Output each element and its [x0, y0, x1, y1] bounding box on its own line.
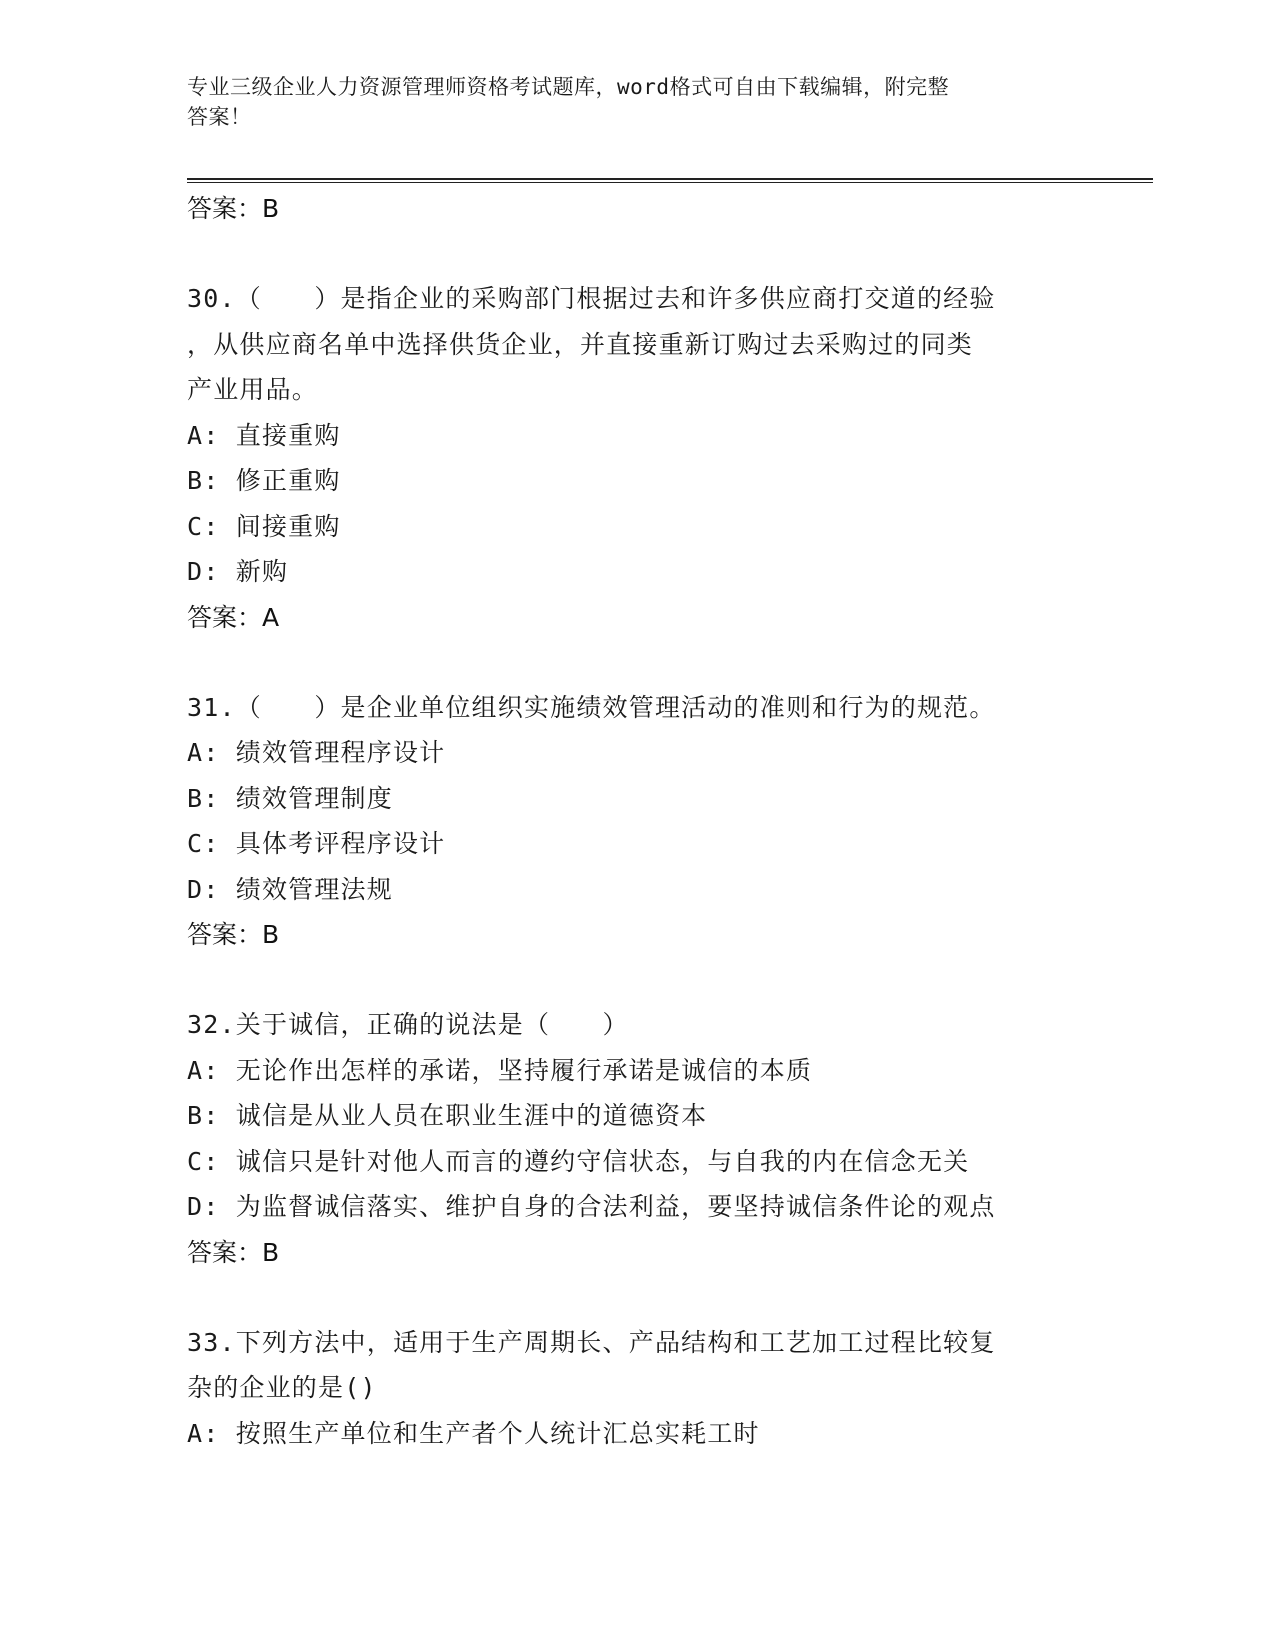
- option-a: A: 按照生产单位和生产者个人统计汇总实耗工时: [187, 1418, 760, 1448]
- question-stem-line: 32.关于诚信，正确的说法是（ ）: [187, 1010, 629, 1039]
- page-header: [187, 72, 1067, 132]
- option-a: A: 直接重购: [187, 420, 341, 450]
- header-title-line-1: 专业三级企业人力资源管理师资格考试题库，word格式可自由下载编辑，附完整: [187, 75, 950, 99]
- option-b: B: 修正重购: [187, 466, 341, 495]
- answer-line: 答案：A: [187, 602, 280, 632]
- option-d: D: 为监督诚信落实、维护自身的合法利益，要坚持诚信条件论的观点: [187, 1192, 996, 1221]
- question-30: [187, 276, 1087, 641]
- question-stem-line: 产业用品。: [187, 375, 319, 404]
- header-divider-thin: [187, 182, 1153, 183]
- question-stem-line: 杂的企业的是(): [187, 1373, 377, 1402]
- option-c: C: 诚信只是针对他人而言的遵约守信状态，与自我的内在信念无关: [187, 1146, 970, 1176]
- option-d: D: 绩效管理法规: [187, 874, 393, 904]
- question-33: [187, 1320, 1087, 1457]
- option-c: C: 具体考评程序设计: [187, 829, 446, 858]
- option-d: D: 新购: [187, 557, 289, 586]
- question-stem-line: 31.（ ）是企业单位组织实施绩效管理活动的准则和行为的规范。: [187, 692, 996, 722]
- option-b: B: 诚信是从业人员在职业生涯中的道德资本: [187, 1101, 708, 1130]
- answer-line: 答案：B: [187, 194, 280, 223]
- header-divider-thick: [187, 178, 1153, 180]
- answer-line: 答案：B: [187, 1237, 280, 1267]
- question-31: [187, 685, 1087, 959]
- option-b: B: 绩效管理制度: [187, 783, 393, 813]
- question-stem-line: 30.（ ）是指企业的采购部门根据过去和许多供应商打交道的经验: [187, 284, 996, 313]
- question-32: [187, 1002, 1087, 1276]
- header-title-line-2: 答案！: [187, 105, 252, 129]
- answer-line: 答案：B: [187, 920, 280, 949]
- option-a: A: 绩效管理程序设计: [187, 738, 446, 767]
- option-c: C: 间接重购: [187, 511, 341, 541]
- question-stem-line: 33.下列方法中，适用于生产周期长、产品结构和工艺加工过程比较复: [187, 1327, 996, 1357]
- question-stem-line: ，从供应商名单中选择供货企业，并直接重新订购过去采购过的同类: [187, 329, 974, 359]
- question-list: [187, 186, 1087, 1456]
- option-a: A: 无论作出怎样的承诺，坚持履行承诺是诚信的本质: [187, 1055, 813, 1085]
